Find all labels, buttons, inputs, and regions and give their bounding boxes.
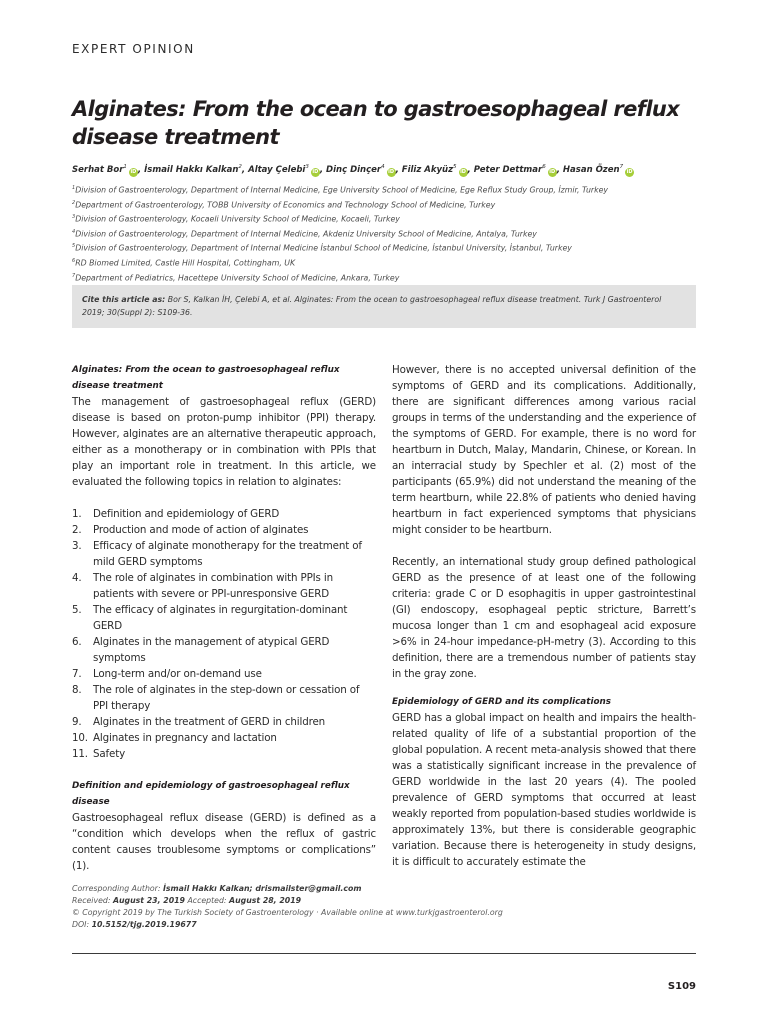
section-heading-definition: Definition and epidemiology of gastroesophageal reflux disease (72, 781, 350, 807)
author-affiliation-mark: 7 (619, 164, 624, 170)
citation-label: Cite this article as: (82, 295, 166, 304)
affiliation-line (72, 211, 712, 226)
orcid-icon[interactable]: iD (549, 168, 556, 175)
topic-number: 9. (72, 716, 82, 728)
topic-list (72, 506, 376, 762)
author-name: Dinç Dinçer (326, 164, 382, 175)
citation-text: Bor S, Kalkan İH, Çelebi A, et al. Alginates: From the ocean to gastroesophageal reflux disease treatment. Turk J Gastroenterol 2019; 30(Suppl 2): S109-36. (82, 295, 662, 317)
topic-list-item (72, 682, 376, 714)
pathological-gerd-paragraph: Recently, an international study group defined pathological GERD as the presence of at least one of the following criteria: grade C or D esophagitis in upper gastrointestinal (GI) endoscopy, esophageal peptic stricture, Barrett’s mucosa longer than 1 cm and esophageal acid exposure >6% in 24-hour impedance-pH-metry (3). According to this definition, there are a tremendous number of patients stay in the gray zone. (392, 556, 696, 680)
orcid-icon[interactable]: iD (626, 168, 633, 175)
affiliation-mark: 2 (72, 199, 76, 206)
topic-text: Definition and epidemiology of GERD (93, 508, 280, 520)
affiliation-line (72, 182, 712, 197)
citation-box (72, 285, 696, 328)
topic-number: 8. (72, 684, 82, 696)
affiliation-text: Division of Gastroenterology, Department of Internal Medicine, Akdeniz University School of Medicine, Antalya, Turkey (75, 229, 537, 239)
section-heading-epidemiology: Epidemiology of GERD and its complications (392, 697, 612, 707)
affiliation-text: Department of Gastroenterology, TOBB University of Economics and Technology School of Medicine, Turkey (75, 200, 496, 210)
topic-list-item (72, 666, 376, 682)
author-list: Serhat Bor$^1$iD , İsmail Hakkı Kalkan$^2$, Altay Çelebi$^3$iD , Dinç Dinçer$^4$iD , Filiz Akyüz$^5$iD , Peter Dettmar$^6$iD , Hasan Özen$^7$iD (72, 164, 633, 175)
author-name: Peter Dettmar (473, 164, 543, 175)
topic-list-item (72, 538, 376, 570)
article-title: Alginates: From the ocean to gastroesophageal reflux disease treatment (72, 97, 680, 149)
author-name: Filiz Akyüz (401, 164, 454, 175)
affiliation-line (72, 197, 712, 212)
author-name: Serhat Bor (72, 164, 124, 175)
section-heading-alginates: Alginates: From the ocean to gastroesophageal reflux disease treatment (72, 365, 340, 391)
doi-line: DOI: 10.5152/tjg.2019.19677 (72, 920, 197, 929)
topic-text: Alginates in pregnancy and lactation (93, 732, 277, 744)
topic-number: 5. (72, 604, 82, 616)
orcid-icon[interactable]: iD (312, 168, 319, 175)
topic-text: Alginates in the management of atypical GERD symptoms (93, 636, 330, 664)
affiliation-line (72, 255, 712, 270)
copyright-line: © Copyright 2019 by The Turkish Society of Gastroenterology · Available online at www.turkjgastroenterol.org (72, 908, 503, 917)
topic-text: Alginates in the treatment of GERD in children (93, 716, 326, 728)
received-date: August 23, 2019 (112, 896, 185, 905)
epidemiology-paragraph: GERD has a global impact on health and impairs the health-related quality of life of a substantial proportion of the global population. A recent meta-analysis showed that there was a statistically significant increase in the prevalence of GERD worldwide in the last 20 years (4). The pooled prevalence of GERD symptoms that occurred at least weakly reported from population-based studies worldwide is approximately 13%, but there is considerable geographic variation. Because there is heterogeneity in study designs, it is difficult to accurately estimate the (392, 712, 696, 868)
topic-text: Efficacy of alginate monotherapy for the treatment of mild GERD symptoms (93, 540, 362, 568)
topic-number: 1. (72, 508, 82, 520)
corresponding-author-value: İsmail Hakkı Kalkan; drismailster@gmail.com (163, 884, 362, 893)
affiliation-text: RD Biomed Limited, Castle Hill Hospital, Cottingham, UK (75, 258, 296, 268)
author-affiliation-mark: 3 (305, 164, 309, 170)
footer-divider (72, 953, 696, 954)
topic-text: The role of alginates in combination with PPIs in patients with severe or PPI-unresponsive GERD (93, 572, 333, 600)
author-affiliation-mark: 6 (542, 164, 546, 170)
topic-list-item (72, 602, 376, 634)
intro-paragraph: The management of gastroesophageal reflux (GERD) disease is based on proton-pump inhibitor (PPI) therapy. However, alginates are an alternative therapeutic approach, either as a monotherapy or in combination with PPIs that play an important role in treatment. In this article, we evaluated the following topics in relation to alginates: (72, 396, 376, 488)
topic-list-item (72, 522, 376, 538)
author-affiliation-mark: 2 (238, 164, 242, 170)
topic-list-item (72, 634, 376, 666)
topic-number: 11. (72, 748, 88, 760)
accepted-date: August 28, 2019 (229, 896, 302, 905)
affiliation-line (72, 240, 712, 255)
affiliation-mark: 3 (72, 214, 76, 221)
author-name: Hasan Özen (562, 164, 620, 175)
topic-list-item (72, 746, 376, 762)
article-footer (72, 883, 712, 931)
author-affiliation-mark: 4 (381, 164, 385, 170)
topic-number: 10. (72, 732, 88, 744)
orcid-icon[interactable]: iD (388, 168, 395, 175)
affiliation-mark: 4 (72, 228, 76, 235)
affiliation-list (72, 182, 712, 284)
topic-list-item (72, 730, 376, 746)
definition-paragraph: Gastroesophageal reflux disease (GERD) is defined as a “condition which develops when the reflux of gastric content causes troublesome symptoms or complications” (1). (72, 812, 376, 872)
affiliation-mark: 6 (72, 257, 76, 264)
doi-link[interactable]: 10.5152/tjg.2019.19677 (91, 920, 197, 929)
affiliation-line (72, 270, 712, 285)
affiliation-mark: 1 (72, 185, 76, 191)
topic-text: The role of alginates in the step-down or cessation of PPI therapy (93, 684, 360, 712)
affiliation-text: Division of Gastroenterology, Department of Internal Medicine, Ege University School of Medicine, Ege Reflux Study Group, İzmir, Turkey (75, 185, 609, 195)
topic-number: 6. (72, 636, 82, 648)
left-column (72, 362, 376, 874)
right-column (392, 362, 696, 870)
topic-list-item (72, 506, 376, 522)
definition-continued-paragraph: However, there is no accepted universal definition of the symptoms of GERD and its complications. Additionally, there are significant differences among various racial groups in terms of the understanding and the experience of the symptoms of GERD. For example, there is no word for heartburn in Dutch, Malay, Mandarin, Chinese, or Korean. In an interracial study by Spechler et al. (2) most of the participants (65.9%) did not understand the meaning of the term heartburn, while 22.8% of patients who denied having heartburn in fact experienced symptoms that physicians might consider to be heartburn. (392, 364, 696, 536)
orcid-icon[interactable]: iD (130, 168, 137, 175)
topic-list-item (72, 570, 376, 602)
topic-text: Production and mode of action of alginates (93, 524, 309, 536)
topic-text: Safety (93, 748, 126, 760)
received-accepted: Received: August 23, 2019 Accepted: August 28, 2019 (72, 896, 302, 905)
topic-text: The efficacy of alginates in regurgitation-dominant GERD (93, 604, 348, 632)
author-affiliation-mark: 1 (123, 164, 127, 170)
corresponding-author: Corresponding Author: İsmail Hakkı Kalkan; drismailster@gmail.com (72, 884, 362, 893)
affiliation-text: Division of Gastroenterology, Kocaeli University School of Medicine, Kocaeli, Turkey (75, 214, 400, 224)
section-label: EXPERT OPINION (72, 42, 195, 56)
author-name: İsmail Hakkı Kalkan (144, 164, 239, 175)
affiliation-text: Department of Pediatrics, Hacettepe University School of Medicine, Ankara, Turkey (75, 273, 400, 283)
affiliation-text: Division of Gastroenterology, Department of Internal Medicine İstanbul School of Medicine, İstanbul University, İstanbul, Turkey (75, 243, 572, 253)
author-affiliation-mark: 5 (453, 164, 457, 170)
topic-number: 3. (72, 540, 82, 552)
topic-number: 4. (72, 572, 82, 584)
affiliation-mark: 7 (72, 272, 76, 279)
affiliation-mark: 5 (72, 243, 76, 250)
topic-text: Long-term and/or on-demand use (93, 668, 262, 680)
orcid-icon[interactable]: iD (460, 168, 466, 175)
page-number: S109 (667, 981, 696, 992)
affiliation-line (72, 226, 712, 241)
topic-number: 2. (72, 524, 82, 536)
author-name: Altay Çelebi (248, 164, 306, 175)
topic-list-item (72, 714, 376, 730)
topic-number: 7. (72, 668, 82, 680)
